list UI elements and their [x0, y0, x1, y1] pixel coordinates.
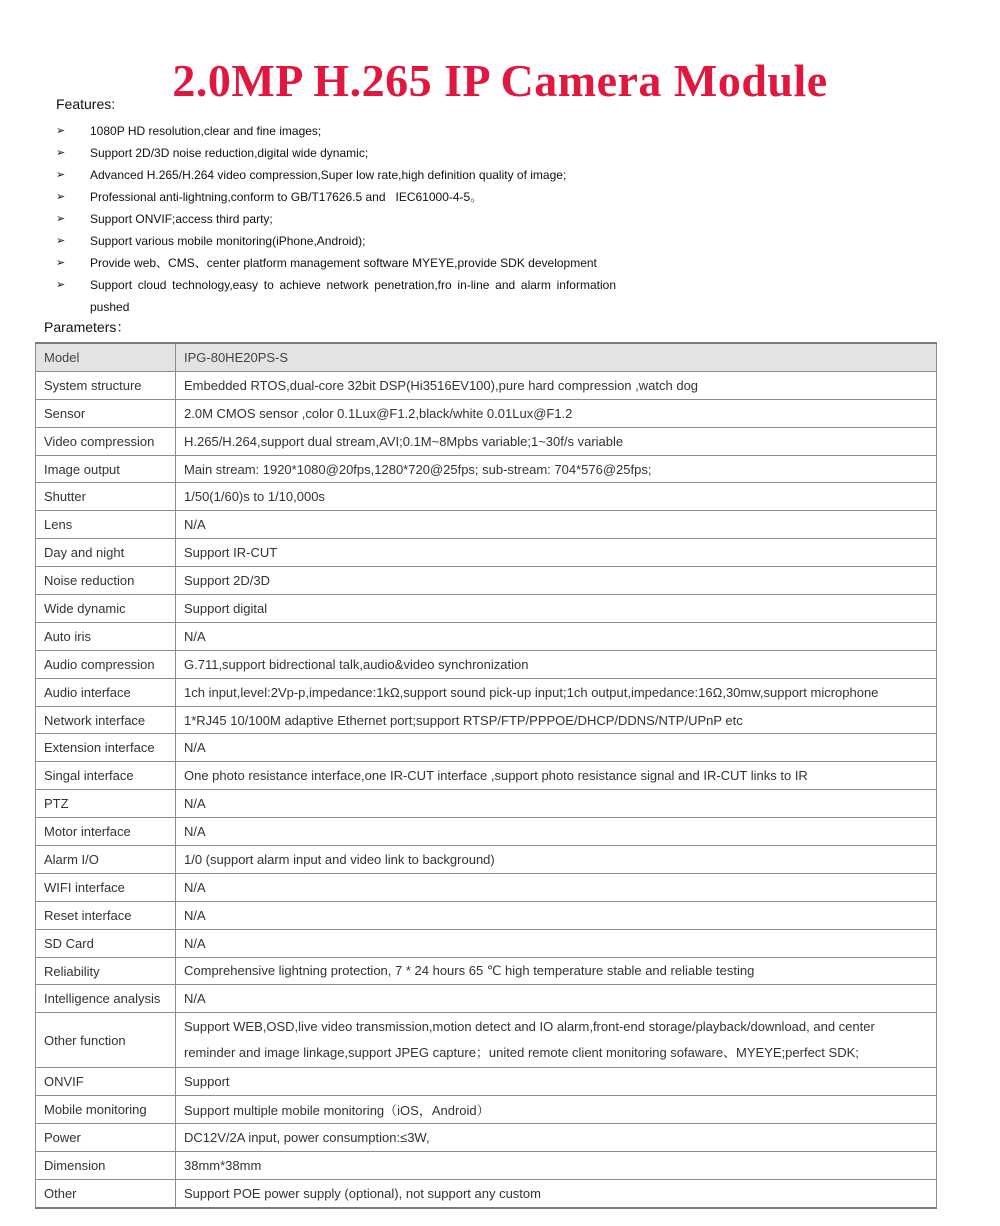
feature-text: Advanced H.265/H.264 video compression,Super low rate,high definition quality of image;: [90, 168, 567, 182]
param-value: N/A: [176, 873, 937, 901]
param-value: N/A: [176, 734, 937, 762]
feature-text: Professional anti-lightning,conform to GB/T17626.5 and IEC61000-4-5。: [90, 190, 483, 204]
arrow-bullet-icon: ➢: [56, 235, 66, 247]
table-row: [36, 678, 937, 706]
table-row: [36, 483, 937, 511]
feature-text: Provide web、CMS、center platform management software MYEYE,provide SDK development: [90, 256, 597, 270]
table-row: [36, 567, 937, 595]
table-row: [36, 1096, 937, 1124]
param-value: N/A: [176, 511, 937, 539]
param-label: Reliability: [36, 957, 176, 985]
table-row: [36, 929, 937, 957]
features-list: [56, 120, 616, 318]
param-label: Wide dynamic: [36, 595, 176, 623]
feature-item: [56, 252, 616, 274]
table-row: [36, 1179, 937, 1207]
param-label: Image output: [36, 455, 176, 483]
param-value: H.265/H.264,support dual stream,AVI;0.1M~8Mpbs variable;1~30f/s variable: [176, 427, 937, 455]
feature-text: Support various mobile monitoring(iPhone,Android);: [90, 234, 366, 248]
param-label: Auto iris: [36, 622, 176, 650]
table-row: [36, 1124, 937, 1152]
page-title: 2.0MP H.265 IP Camera Module: [172, 54, 828, 106]
arrow-bullet-icon: ➢: [56, 191, 66, 203]
param-value: Support digital: [176, 595, 937, 623]
feature-item: [56, 186, 616, 208]
table-row: [36, 399, 937, 427]
param-value: 1*RJ45 10/100M adaptive Ethernet port;support RTSP/FTP/PPPOE/DHCP/DDNS/NTP/UPnP etc: [176, 706, 937, 734]
arrow-bullet-icon: ➢: [56, 147, 66, 159]
table-row: [36, 734, 937, 762]
arrow-bullet-icon: ➢: [56, 213, 66, 225]
param-label: System structure: [36, 371, 176, 399]
param-label: Other function: [36, 1013, 176, 1068]
feature-text: Support ONVIF;access third party;: [90, 212, 273, 226]
table-row: [36, 1013, 937, 1068]
param-label: Model: [36, 343, 176, 371]
param-value: DC12V/2A input, power consumption:≤3W,: [176, 1124, 937, 1152]
table-row: [36, 622, 937, 650]
param-value: N/A: [176, 818, 937, 846]
param-label: Day and night: [36, 539, 176, 567]
param-value: 1ch input,level:2Vp-p,impedance:1kΩ,support sound pick-up input;1ch output,impedance:16Ω,30mw,support microphone: [176, 678, 937, 706]
param-value: One photo resistance interface,one IR-CUT interface ,support photo resistance signal and IR-CUT links to IR: [176, 762, 937, 790]
param-label: Alarm I/O: [36, 846, 176, 874]
param-label: Noise reduction: [36, 567, 176, 595]
table-row: [36, 873, 937, 901]
param-value: Support WEB,OSD,live video transmission,motion detect and IO alarm,front-end storage/playback/download, and center reminder and image linkage,support JPEG capture；united remote client monitoring sofaware、MYEYE;perfect SDK;: [176, 1013, 937, 1068]
feature-text: 1080P HD resolution,clear and fine images;: [90, 124, 322, 138]
arrow-bullet-icon: ➢: [56, 257, 66, 269]
param-value: N/A: [176, 790, 937, 818]
feature-item: [56, 230, 616, 252]
param-label: Singal interface: [36, 762, 176, 790]
param-value: Support: [176, 1068, 937, 1096]
table-row: [36, 846, 937, 874]
arrow-bullet-icon: ➢: [56, 279, 66, 291]
param-value: 1/50(1/60)s to 1/10,000s: [176, 483, 937, 511]
param-label: Extension interface: [36, 734, 176, 762]
param-label: Sensor: [36, 399, 176, 427]
table-row: [36, 762, 937, 790]
parameters-heading: Parameters：: [44, 319, 131, 335]
param-label: Other: [36, 1179, 176, 1207]
param-value: Support multiple mobile monitoring（iOS，Android）: [176, 1096, 937, 1124]
table-row: [36, 343, 937, 371]
table-row: [36, 957, 937, 985]
param-label: Reset interface: [36, 901, 176, 929]
feature-item: [56, 208, 616, 230]
param-value: N/A: [176, 985, 937, 1013]
param-value: 2.0M CMOS sensor ,color 0.1Lux@F1.2,black/white 0.01Lux@F1.2: [176, 399, 937, 427]
param-label: Video compression: [36, 427, 176, 455]
param-value: 1/0 (support alarm input and video link to background): [176, 846, 937, 874]
table-row: [36, 650, 937, 678]
param-value: 38mm*38mm: [176, 1152, 937, 1180]
table-row: [36, 427, 937, 455]
parameters-table: [35, 342, 937, 1209]
feature-item: [56, 274, 616, 318]
param-label: Shutter: [36, 483, 176, 511]
param-label: PTZ: [36, 790, 176, 818]
param-label: Motor interface: [36, 818, 176, 846]
feature-item: [56, 120, 616, 142]
table-row: [36, 1152, 937, 1180]
param-value: Support POE power supply (optional), not support any custom: [176, 1179, 937, 1207]
table-row: [36, 1068, 937, 1096]
param-label: Intelligence analysis: [36, 985, 176, 1013]
table-row: [36, 706, 937, 734]
param-value: N/A: [176, 622, 937, 650]
param-label: Audio compression: [36, 650, 176, 678]
feature-item: [56, 164, 616, 186]
features-heading: Features:: [56, 96, 116, 112]
param-label: WIFI interface: [36, 873, 176, 901]
param-label: Audio interface: [36, 678, 176, 706]
param-label: ONVIF: [36, 1068, 176, 1096]
feature-text: Support cloud technology,easy to achieve network penetration,fro in-line and alarm information pushed: [90, 278, 616, 314]
table-row: [36, 511, 937, 539]
param-label: Mobile monitoring: [36, 1096, 176, 1124]
param-value: N/A: [176, 929, 937, 957]
param-value: IPG-80HE20PS-S: [176, 343, 937, 371]
arrow-bullet-icon: ➢: [56, 125, 66, 137]
feature-item: [56, 142, 616, 164]
table-row: [36, 818, 937, 846]
table-row: [36, 455, 937, 483]
table-row: [36, 595, 937, 623]
param-label: SD Card: [36, 929, 176, 957]
table-row: [36, 790, 937, 818]
param-label: Power: [36, 1124, 176, 1152]
table-row: [36, 985, 937, 1013]
param-label: Dimension: [36, 1152, 176, 1180]
param-value: G.711,support bidrectional talk,audio&video synchronization: [176, 650, 937, 678]
param-label: Network interface: [36, 706, 176, 734]
arrow-bullet-icon: ➢: [56, 169, 66, 181]
table-row: [36, 371, 937, 399]
param-value: N/A: [176, 901, 937, 929]
param-label: Lens: [36, 511, 176, 539]
table-row: [36, 539, 937, 567]
feature-text: Support 2D/3D noise reduction,digital wide dynamic;: [90, 146, 369, 160]
param-value: Support 2D/3D: [176, 567, 937, 595]
param-value: Comprehensive lightning protection, 7 * 24 hours 65 ℃ high temperature stable and reliable testing: [176, 957, 937, 985]
param-value: Main stream: 1920*1080@20fps,1280*720@25fps; sub-stream: 704*576@25fps;: [176, 455, 937, 483]
table-row: [36, 901, 937, 929]
param-value: Support IR-CUT: [176, 539, 937, 567]
param-value: Embedded RTOS,dual-core 32bit DSP(Hi3516EV100),pure hard compression ,watch dog: [176, 371, 937, 399]
